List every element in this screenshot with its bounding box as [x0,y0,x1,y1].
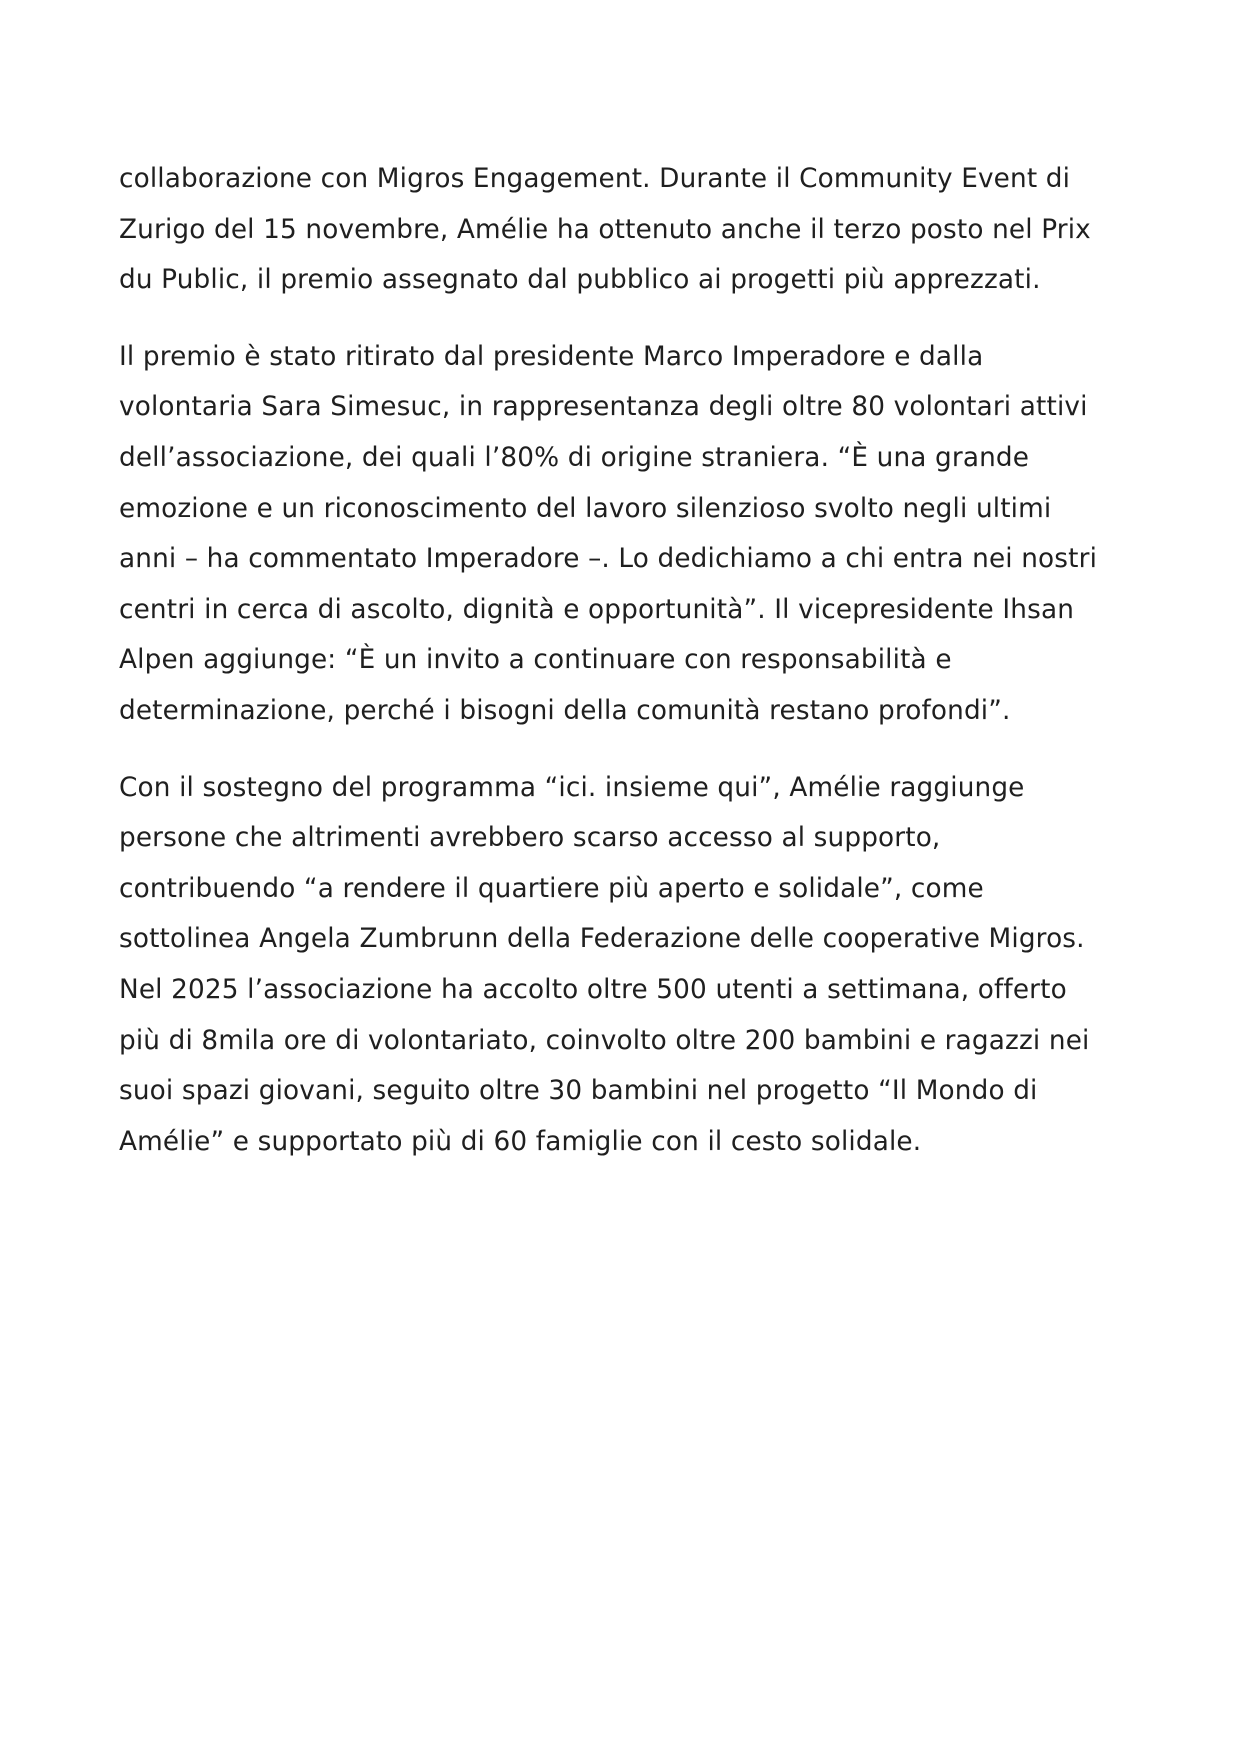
text-line: Il premio è stato ritirato dal presidente Marco Imperadore e dalla [119,341,984,372]
text-line: suoi spazi giovani, seguito oltre 30 bambini nel progetto “Il Mondo di [119,1076,1038,1107]
text-line: Nel 2025 l’associazione ha accolto oltre 500 utenti a settimana, offerto [119,974,1067,1005]
paragraph-prix-du-public [119,154,1141,306]
text-line: Alpen aggiunge: “È un invito a continuare con responsabilità e [119,645,952,676]
text-line: anni – ha commentato Imperadore –. Lo dedichiamo a chi entra nei nostri [119,544,1098,575]
text-line: persone che altrimenti avrebbero scarso accesso al supporto, [119,823,941,854]
text-line: centri in cerca di ascolto, dignità e opportunità”. Il vicepresidente Ihsan [119,594,1075,625]
text-line: determinazione, perché i bisogni della comunità restano profondi”. [119,695,1011,726]
paragraph-award-quotes [119,332,1141,737]
text-line: più di 8mila ore di volontariato, coinvolto oltre 200 bambini e ragazzi nei [119,1025,1090,1056]
paragraph-program-results [119,763,1141,1168]
text-line: Con il sostegno del programma “ici. insieme qui”, Amélie raggiunge [119,772,1025,803]
text-line: volontaria Sara Simesuc, in rappresentanza degli oltre 80 volontari attivi [119,392,1088,423]
text-line: collaborazione con Migros Engagement. Durante il Community Event di [119,164,1071,194]
text-line: contribuendo “a rendere il quartiere più aperto e solidale”, come [119,873,984,904]
text-line: dell’associazione, dei quali l’80% di origine straniera. “È una grande [119,442,1030,473]
text-line: Zurigo del 15 novembre, Amélie ha ottenuto anche il terzo posto nel Prix [119,214,1091,245]
text-line: Amélie” e supportato più di 60 famiglie con il cesto solidale. [119,1126,922,1157]
text-line: du Public, il premio assegnato dal pubblico ai progetti più apprezzati. [119,265,1041,296]
text-line: sottolinea Angela Zumbrunn della Federazione delle cooperative Migros. [119,924,1085,955]
text-line: emozione e un riconoscimento del lavoro silenzioso svolto negli ultimi [119,493,1052,524]
